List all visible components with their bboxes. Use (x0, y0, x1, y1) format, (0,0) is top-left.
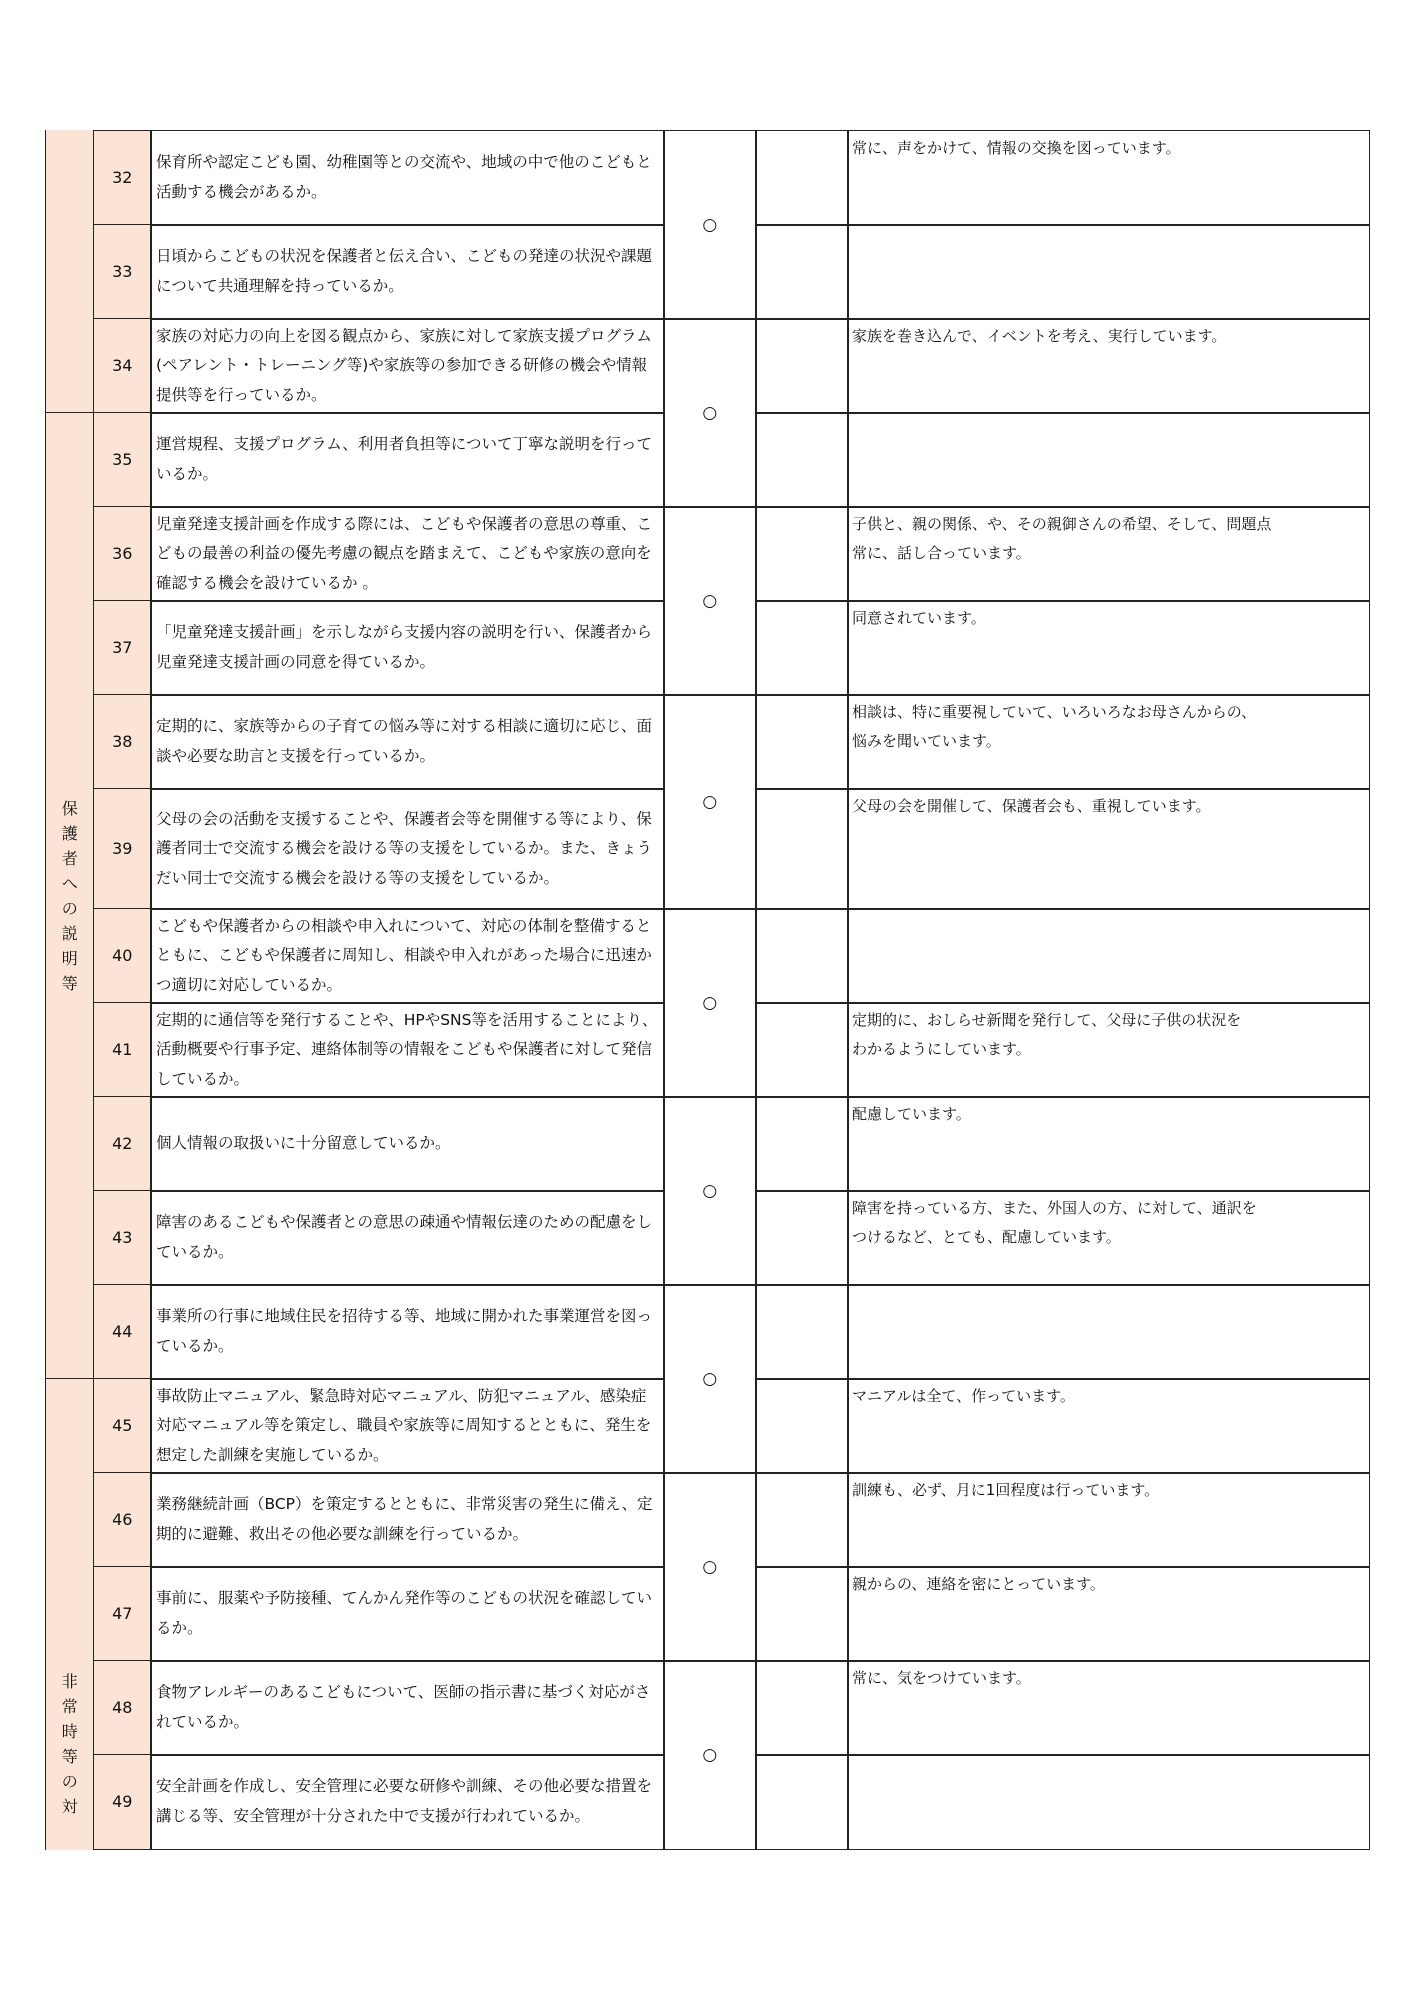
category-cell (45, 130, 95, 414)
category-label (46, 1669, 94, 1819)
question-cell (150, 1472, 665, 1568)
question-text: 食物アレルギーのあるこどもについて、医師の指示書に基づく対応がされているか。 (156, 1683, 651, 1731)
row-number: 48 (112, 1698, 133, 1718)
question-cell (150, 224, 665, 320)
no-answer-cell (755, 1002, 849, 1098)
no-answer-cell (755, 1096, 849, 1192)
row-number-cell (93, 1284, 152, 1380)
comment-cell (847, 224, 1370, 320)
question-text: 家族の対応力の向上を図る観点から、家族に対して家族支援プログラム(ペアレント・トレーニング等)や家族等の参加できる研修の機会や情報提供等を行っているか。 (156, 326, 652, 404)
comment-cell (847, 412, 1370, 508)
category-char: 護 (61, 824, 78, 843)
question-text: こどもや保護者からの相談や申入れについて、対応の体制を整備するとともに、こどもや保護者に周知し、相談や申入れがあった場合に迅速かつ適切に対応しているか。 (156, 916, 652, 994)
question-text: 事前に、服薬や予防接種、てんかん発作等のこどもの状況を確認しているか。 (156, 1589, 653, 1637)
row-number: 43 (112, 1228, 133, 1248)
question-text: 定期的に通信等を発行することや、HPやSNS等を活用することにより、活動概要や行事予定、連絡体制等の情報をこどもや保護者に対して発信しているか。 (156, 1010, 658, 1088)
category-char: の (61, 899, 78, 918)
no-answer-cell (755, 788, 849, 910)
comment-cell (847, 908, 1370, 1004)
circle-mark: ○ (702, 1744, 718, 1765)
no-answer-cell (755, 694, 849, 790)
comment-text: 障害を持っている方、また、外国人の方、に対して、通訳を つけるなど、とても、配慮しています。 (852, 1199, 1257, 1246)
category-char: 明 (61, 949, 78, 968)
no-answer-cell (755, 1754, 849, 1850)
row-number-cell (93, 1378, 152, 1474)
row-number: 32 (112, 168, 133, 188)
category-char: へ (61, 874, 78, 893)
row-number: 39 (112, 839, 133, 859)
comment-cell (847, 1566, 1370, 1662)
category-label (46, 796, 94, 996)
circle-mark: ○ (702, 402, 718, 423)
category-char: 等 (61, 1747, 78, 1766)
row-number: 41 (112, 1040, 133, 1060)
no-answer-cell (755, 1190, 849, 1286)
yes-mark-cell (663, 908, 757, 1098)
question-cell (150, 1754, 665, 1850)
question-text: 父母の会の活動を支援することや、保護者会等を開催する等により、保護者同士で交流する機会を設ける等の支援をしているか。また、きょうだい同士で交流する機会を設ける等の支援をしているか。 (156, 809, 653, 887)
question-cell (150, 412, 665, 508)
row-number: 40 (112, 946, 133, 966)
comment-cell (847, 1284, 1370, 1380)
category-cell (45, 412, 95, 1380)
row-number: 45 (112, 1416, 133, 1436)
row-number-cell (93, 1566, 152, 1662)
category-char: 者 (61, 849, 78, 868)
yes-mark-cell (663, 1284, 757, 1474)
comment-cell (847, 1378, 1370, 1474)
row-number-cell (93, 1002, 152, 1098)
row-number: 38 (112, 732, 133, 752)
row-number: 37 (112, 638, 133, 658)
no-answer-cell (755, 506, 849, 602)
question-text: 個人情報の取扱いに十分留意しているか。 (156, 1134, 451, 1152)
question-cell (150, 908, 665, 1004)
row-number-cell (93, 412, 152, 508)
row-number: 35 (112, 450, 133, 470)
question-cell (150, 1002, 665, 1098)
comment-cell (847, 318, 1370, 414)
row-number: 36 (112, 544, 133, 564)
comment-text: 相談は、特に重要視していて、いろいろなお母さんからの、 悩みを聞いています。 (852, 703, 1257, 750)
no-answer-cell (755, 1284, 849, 1380)
question-cell (150, 1190, 665, 1286)
comment-cell (847, 788, 1370, 910)
comment-text: マニアルは全て、作っています。 (852, 1387, 1075, 1405)
question-cell (150, 1378, 665, 1474)
comment-cell (847, 1660, 1370, 1756)
comment-text: 家族を巻き込んで、イベントを考え、実行しています。 (852, 327, 1227, 345)
category-char: 保 (61, 799, 78, 818)
question-cell (150, 788, 665, 910)
category-char: 時 (61, 1722, 78, 1741)
circle-mark: ○ (702, 1180, 718, 1201)
comment-cell (847, 1754, 1370, 1850)
comment-cell (847, 1190, 1370, 1286)
row-number: 46 (112, 1510, 133, 1530)
yes-mark-cell (663, 318, 757, 508)
row-number-cell (93, 1190, 152, 1286)
no-answer-cell (755, 908, 849, 1004)
row-number-cell (93, 130, 152, 226)
comment-text: 配慮しています。 (852, 1105, 971, 1123)
question-text: 保育所や認定こども園、幼稚園等との交流や、地域の中で他のこどもと活動する機会があるか。 (156, 153, 652, 201)
comment-cell (847, 506, 1370, 602)
comment-text: 親からの、連絡を密にとっています。 (852, 1575, 1105, 1593)
no-answer-cell (755, 1660, 849, 1756)
category-cell (45, 1378, 95, 1850)
question-cell (150, 506, 665, 602)
yes-mark-cell (663, 694, 757, 910)
category-char: の (61, 1772, 78, 1791)
comment-text: 定期的に、おしらせ新聞を発行して、父母に子供の状況を わかるようにしています。 (852, 1011, 1242, 1058)
question-text: 事故防止マニュアル、緊急時対応マニュアル、防犯マニュアル、感染症対応マニュアル等を策定し、職員や家族等に周知するとともに、発生を想定した訓練を実施しているか。 (156, 1386, 652, 1464)
question-cell (150, 1284, 665, 1380)
question-text: 安全計画を作成し、安全管理に必要な研修や訓練、その他必要な措置を講じる等、安全管理が十分された中で支援が行われているか。 (156, 1777, 653, 1825)
question-text: 運営規程、支援プログラム、利用者負担等について丁寧な説明を行っているか。 (156, 435, 653, 483)
category-char: 説 (61, 924, 78, 943)
category-char: 等 (61, 974, 78, 993)
question-text: 日頃からこどもの状況を保護者と伝え合い、こどもの発達の状況や課題について共通理解を持っているか。 (156, 247, 653, 295)
yes-mark-cell (663, 1660, 757, 1850)
no-answer-cell (755, 318, 849, 414)
yes-mark-cell (663, 130, 757, 320)
comment-cell (847, 1472, 1370, 1568)
question-text: 障害のあるこどもや保護者との意思の疎通や情報伝達のための配慮をしているか。 (156, 1213, 653, 1261)
circle-mark: ○ (702, 590, 718, 611)
question-text: 定期的に、家族等からの子育ての悩み等に対する相談に適切に応じ、面談や必要な助言と支援を行っているか。 (156, 717, 653, 765)
row-number-cell (93, 1660, 152, 1756)
row-number-cell (93, 1754, 152, 1850)
question-cell (150, 1566, 665, 1662)
circle-mark: ○ (702, 214, 718, 235)
category-char: 非 (61, 1672, 78, 1691)
row-number: 42 (112, 1134, 133, 1154)
comment-cell (847, 130, 1370, 226)
row-number-cell (93, 788, 152, 910)
comment-text: 同意されています。 (852, 609, 986, 627)
circle-mark: ○ (702, 1556, 718, 1577)
row-number-cell (93, 318, 152, 414)
question-cell (150, 1660, 665, 1756)
row-number: 33 (112, 262, 133, 282)
row-number: 44 (112, 1322, 133, 1342)
question-text: 業務継続計画（BCP）を策定するとともに、非常災害の発生に備え、定期的に避難、救出その他必要な訓練を行っているか。 (156, 1495, 653, 1543)
no-answer-cell (755, 412, 849, 508)
question-cell (150, 1096, 665, 1192)
category-char: 対 (61, 1797, 78, 1816)
comment-text: 父母の会を開催して、保護者会も、重視しています。 (852, 797, 1211, 815)
yes-mark-cell (663, 1472, 757, 1662)
comment-text: 訓練も、必ず、月に1回程度は行っています。 (852, 1481, 1160, 1499)
no-answer-cell (755, 1472, 849, 1568)
no-answer-cell (755, 130, 849, 226)
comment-cell (847, 600, 1370, 696)
comment-text: 子供と、親の関係、や、その親御さんの希望、そして、問題点 常に、話し合っています。 (852, 515, 1272, 562)
no-answer-cell (755, 600, 849, 696)
circle-mark: ○ (702, 992, 718, 1013)
yes-mark-cell (663, 1096, 757, 1286)
no-answer-cell (755, 1378, 849, 1474)
row-number: 34 (112, 356, 133, 376)
row-number: 47 (112, 1604, 133, 1624)
row-number-cell (93, 694, 152, 790)
row-number-cell (93, 1472, 152, 1568)
comment-cell (847, 694, 1370, 790)
question-cell (150, 694, 665, 790)
question-text: 事業所の行事に地域住民を招待する等、地域に開かれた事業運営を図っているか。 (156, 1307, 653, 1355)
circle-mark: ○ (702, 1368, 718, 1389)
comment-text: 常に、声をかけて、情報の交換を図っています。 (852, 139, 1181, 157)
circle-mark: ○ (702, 791, 718, 812)
question-text: 児童発達支援計画を作成する際には、こどもや保護者の意思の尊重、こどもの最善の利益の優先考慮の観点を踏まえて、こどもや家族の意向を確認する機会を設けているか 。 (156, 514, 653, 592)
question-cell (150, 600, 665, 696)
question-cell (150, 130, 665, 226)
comment-text: 常に、気をつけています。 (852, 1669, 1031, 1687)
row-number: 49 (112, 1792, 133, 1812)
category-char: 常 (61, 1697, 78, 1716)
row-number-cell (93, 506, 152, 602)
comment-cell (847, 1096, 1370, 1192)
row-number-cell (93, 600, 152, 696)
row-number-cell (93, 224, 152, 320)
row-number-cell (93, 908, 152, 1004)
yes-mark-cell (663, 506, 757, 696)
row-number-cell (93, 1096, 152, 1192)
question-text: 「児童発達支援計画」を示しながら支援内容の説明を行い、保護者から児童発達支援計画の同意を得ているか。 (156, 623, 653, 671)
no-answer-cell (755, 224, 849, 320)
question-cell (150, 318, 665, 414)
comment-cell (847, 1002, 1370, 1098)
no-answer-cell (755, 1566, 849, 1662)
